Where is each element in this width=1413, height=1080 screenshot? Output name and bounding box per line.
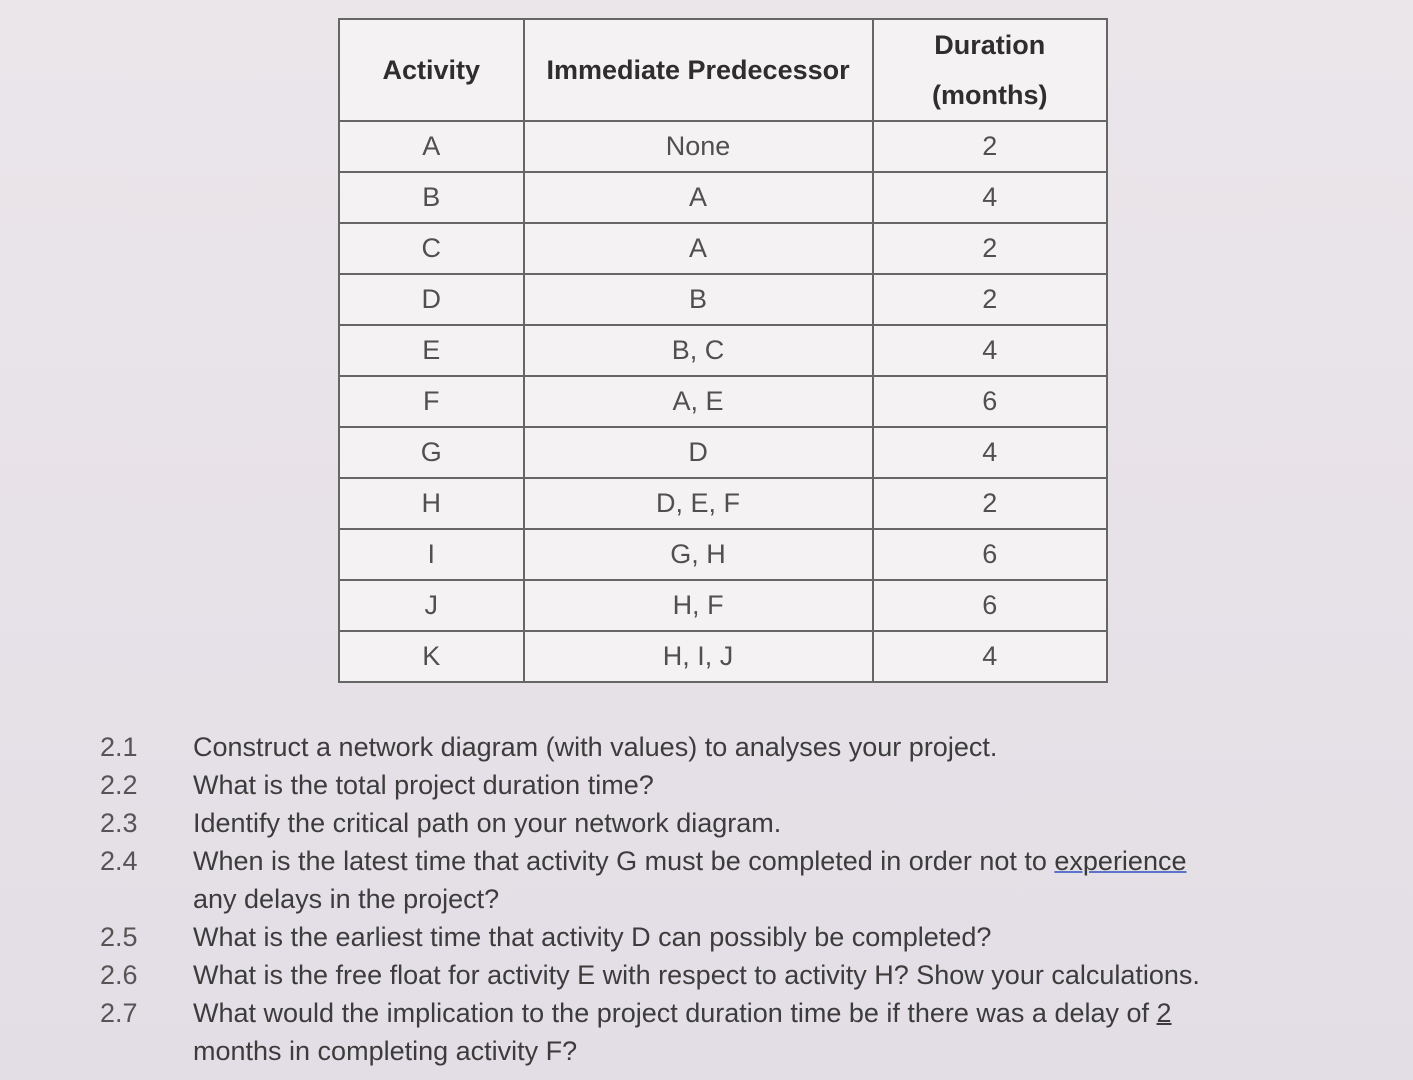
question-item bbox=[100, 842, 1380, 918]
cell-duration: 6 bbox=[873, 376, 1107, 427]
cell-predecessor: None bbox=[524, 121, 873, 172]
cell-duration: 2 bbox=[873, 274, 1107, 325]
question-number: 2.4 bbox=[100, 846, 138, 876]
cell-activity: A bbox=[339, 121, 524, 172]
table-row bbox=[339, 478, 1107, 529]
cell-duration: 2 bbox=[873, 121, 1107, 172]
header-immediate-predecessor: Immediate Predecessor bbox=[524, 19, 873, 121]
header-duration-label: Duration bbox=[934, 30, 1046, 60]
cell-predecessor: H, F bbox=[524, 580, 873, 631]
table-row bbox=[339, 121, 1107, 172]
question-item bbox=[100, 994, 1380, 1070]
cell-predecessor: A, E bbox=[524, 376, 873, 427]
cell-duration: 4 bbox=[873, 427, 1107, 478]
table-row bbox=[339, 325, 1107, 376]
question-number: 2.2 bbox=[100, 770, 138, 800]
question-item bbox=[100, 766, 1380, 804]
question-item bbox=[100, 956, 1380, 994]
table-row bbox=[339, 580, 1107, 631]
cell-activity: I bbox=[339, 529, 524, 580]
question-text: What is the free float for activity E with respect to activity H? Show your calculations. bbox=[193, 960, 1200, 990]
table-row bbox=[339, 427, 1107, 478]
cell-duration: 2 bbox=[873, 478, 1107, 529]
question-text-continued: any delays in the project? bbox=[193, 884, 500, 914]
question-text: Construct a network diagram (with values) to analyses your project. bbox=[193, 732, 998, 762]
cell-predecessor: G, H bbox=[524, 529, 873, 580]
question-text: What is the earliest time that activity D can possibly be completed? bbox=[193, 922, 992, 952]
cell-activity: H bbox=[339, 478, 524, 529]
cell-activity: B bbox=[339, 172, 524, 223]
question-item bbox=[100, 918, 1380, 956]
header-activity: Activity bbox=[339, 19, 524, 121]
cell-predecessor: A bbox=[524, 223, 873, 274]
table-header-row bbox=[339, 19, 1107, 121]
activity-table bbox=[338, 18, 1108, 683]
cell-predecessor: D bbox=[524, 427, 873, 478]
header-duration bbox=[873, 19, 1107, 121]
cell-duration: 4 bbox=[873, 325, 1107, 376]
table-row bbox=[339, 529, 1107, 580]
question-number: 2.5 bbox=[100, 922, 138, 952]
question-number: 2.6 bbox=[100, 960, 138, 990]
cell-duration: 6 bbox=[873, 580, 1107, 631]
cell-duration: 6 bbox=[873, 529, 1107, 580]
cell-duration: 4 bbox=[873, 631, 1107, 682]
cell-activity: G bbox=[339, 427, 524, 478]
header-duration-unit: (months) bbox=[932, 80, 1048, 110]
table-row bbox=[339, 223, 1107, 274]
cell-activity: D bbox=[339, 274, 524, 325]
spellcheck-word: experience bbox=[1054, 846, 1187, 876]
cell-activity: F bbox=[339, 376, 524, 427]
cell-activity: C bbox=[339, 223, 524, 274]
table-row bbox=[339, 274, 1107, 325]
question-text bbox=[193, 842, 1380, 918]
question-text-part: What would the implication to the project duration time be if there was a delay of bbox=[193, 998, 1157, 1028]
question-item bbox=[100, 804, 1380, 842]
question-text bbox=[193, 994, 1380, 1070]
table-row bbox=[339, 172, 1107, 223]
cell-predecessor: B, C bbox=[524, 325, 873, 376]
activity-table-container bbox=[338, 18, 1110, 683]
underlined-value: 2 bbox=[1156, 998, 1172, 1028]
question-item bbox=[100, 728, 1380, 766]
question-text-continued: months in completing activity F? bbox=[193, 1036, 578, 1066]
question-text: What is the total project duration time? bbox=[193, 770, 654, 800]
question-number: 2.7 bbox=[100, 998, 138, 1028]
cell-predecessor: H, I, J bbox=[524, 631, 873, 682]
cell-predecessor: D, E, F bbox=[524, 478, 873, 529]
question-text: Identify the critical path on your network diagram. bbox=[193, 808, 782, 838]
cell-activity: K bbox=[339, 631, 524, 682]
cell-predecessor: B bbox=[524, 274, 873, 325]
question-number: 2.1 bbox=[100, 732, 138, 762]
table-row bbox=[339, 376, 1107, 427]
cell-duration: 4 bbox=[873, 172, 1107, 223]
question-list bbox=[100, 728, 1380, 1070]
cell-activity: E bbox=[339, 325, 524, 376]
question-text-part: When is the latest time that activity G must be completed in order not to bbox=[193, 846, 1055, 876]
cell-duration: 2 bbox=[873, 223, 1107, 274]
cell-predecessor: A bbox=[524, 172, 873, 223]
table-row bbox=[339, 631, 1107, 682]
cell-activity: J bbox=[339, 580, 524, 631]
question-number: 2.3 bbox=[100, 808, 138, 838]
